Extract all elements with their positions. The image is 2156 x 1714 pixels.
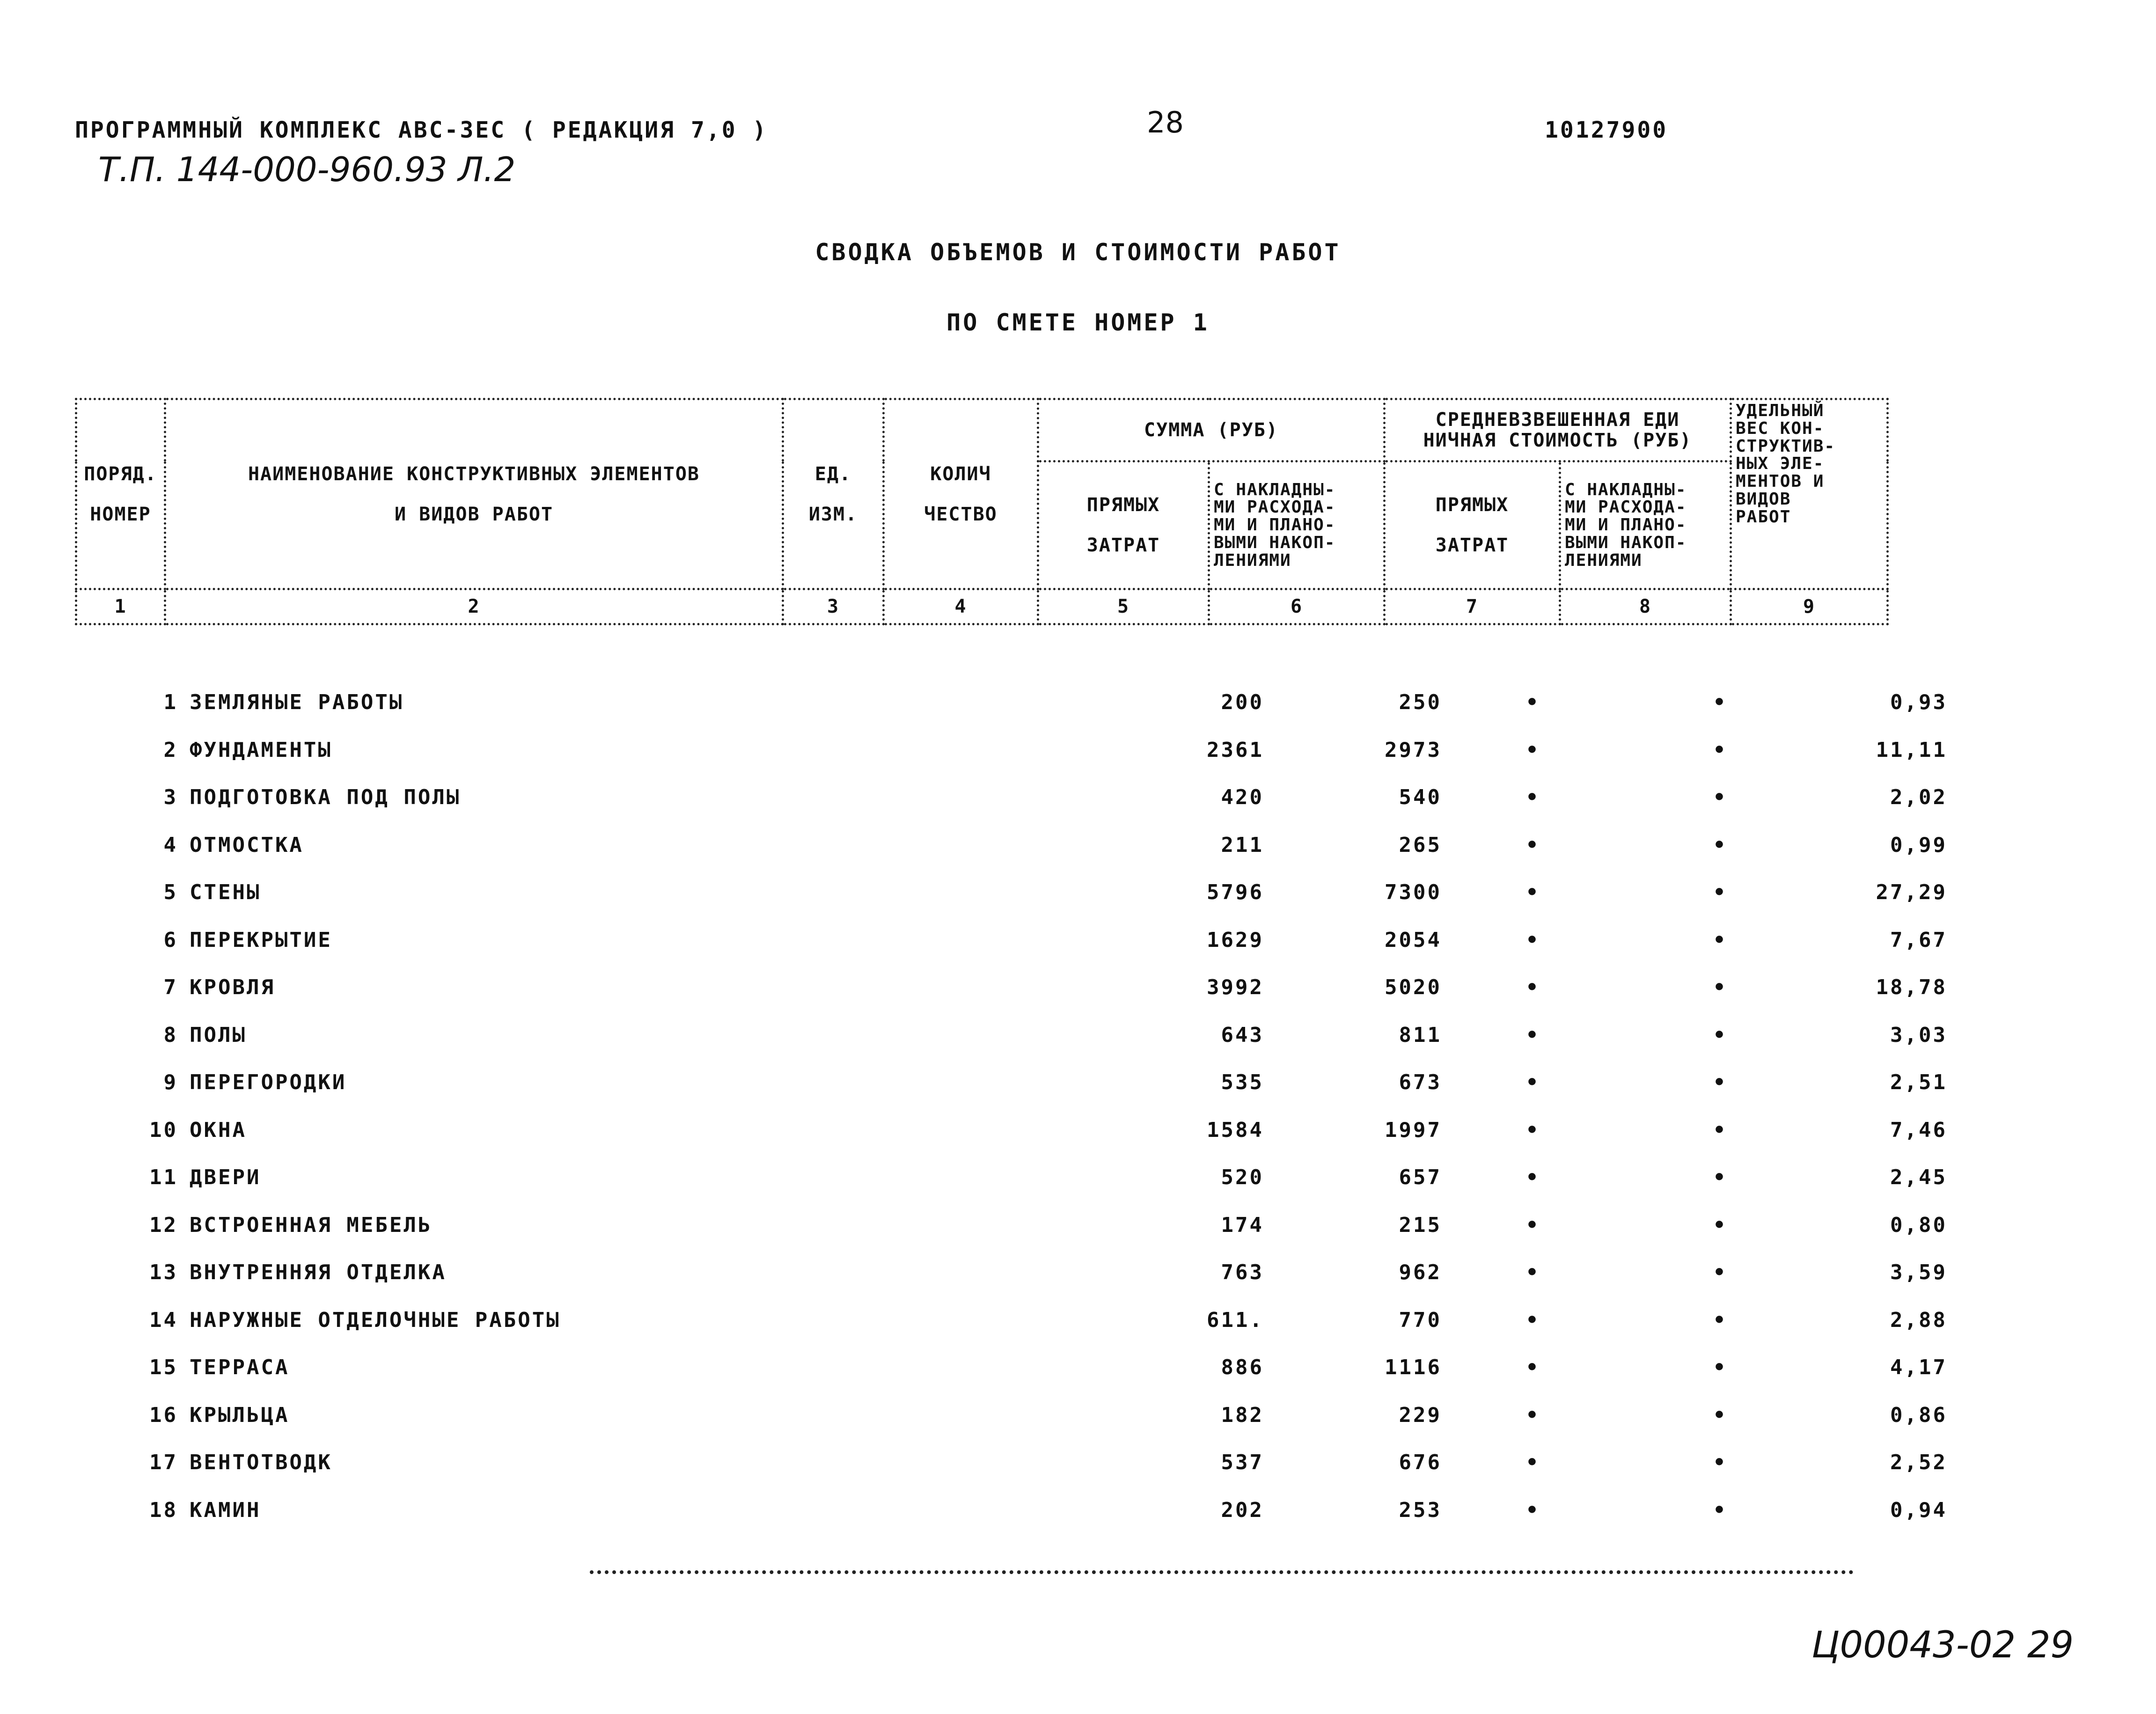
row-avg-direct: •	[1525, 1213, 1540, 1237]
row-avg-direct: •	[1525, 928, 1540, 952]
row-avg-overhead: •	[1713, 1308, 1728, 1332]
row-name: ФУНДАМЕНТЫ	[190, 738, 332, 762]
row-avg-overhead: •	[1713, 1260, 1728, 1284]
row-avg-direct: •	[1525, 1023, 1540, 1047]
table-row	[75, 1441, 1947, 1489]
document-subtitle: ПО СМЕТЕ НОМЕР 1	[946, 309, 1210, 336]
document-title: СВОДКА ОБЪЕМОВ И СТОИМОСТИ РАБОТ	[815, 239, 1341, 266]
row-direct-cost: 537	[1221, 1450, 1264, 1474]
row-overhead-cost: 1116	[1385, 1355, 1442, 1379]
table-row	[75, 681, 1947, 729]
row-avg-overhead: •	[1713, 1403, 1728, 1427]
row-name: НАРУЖНЫЕ ОТДЕЛОЧНЫЕ РАБОТЫ	[190, 1308, 561, 1332]
handwritten-tp-note: Т.П. 144-000-960.93 Л.2	[98, 150, 516, 189]
row-overhead-cost: 253	[1399, 1498, 1442, 1522]
row-name: КРЫЛЬЦА	[190, 1403, 290, 1427]
row-direct-cost: 2361	[1207, 738, 1264, 762]
row-share: 3,59	[1890, 1260, 1947, 1284]
col-number: 7	[1385, 589, 1560, 624]
col-avg-overhead: С НАКЛАДНЫ- МИ РАСХОДА- МИ И ПЛАНО- ВЫМИ НАКОП- ЛЕНИЯМИ	[1560, 461, 1731, 589]
table-row	[75, 1156, 1947, 1204]
row-number: 18	[149, 1498, 178, 1522]
row-avg-overhead: •	[1713, 1498, 1728, 1522]
row-direct-cost: 1584	[1207, 1118, 1264, 1142]
row-share: 3,03	[1890, 1023, 1947, 1047]
row-share: 0,94	[1890, 1498, 1947, 1522]
row-name: ВНУТРЕННЯЯ ОТДЕЛКА	[190, 1260, 447, 1284]
row-direct-cost: 420	[1221, 785, 1264, 809]
row-number: 11	[149, 1165, 178, 1189]
col-number: 3	[783, 589, 884, 624]
row-share: 18,78	[1876, 975, 1947, 999]
row-name: ДВЕРИ	[190, 1165, 261, 1189]
row-share: 0,86	[1890, 1403, 1947, 1427]
row-direct-cost: 174	[1221, 1213, 1264, 1237]
row-avg-overhead: •	[1713, 1023, 1728, 1047]
row-direct-cost: 202	[1221, 1498, 1264, 1522]
row-avg-overhead: •	[1713, 928, 1728, 952]
row-avg-direct: •	[1525, 1165, 1540, 1189]
row-avg-overhead: •	[1713, 1355, 1728, 1379]
row-avg-overhead: •	[1713, 1118, 1728, 1142]
col-number: 5	[1038, 589, 1209, 624]
row-avg-direct: •	[1525, 1070, 1540, 1094]
row-avg-direct: •	[1525, 1260, 1540, 1284]
row-direct-cost: 3992	[1207, 975, 1264, 999]
row-direct-cost: 1629	[1207, 928, 1264, 952]
row-overhead-cost: 657	[1399, 1165, 1442, 1189]
row-avg-direct: •	[1525, 1498, 1540, 1522]
row-direct-cost: 520	[1221, 1165, 1264, 1189]
row-number: 10	[149, 1118, 178, 1142]
row-share: 11,11	[1876, 738, 1947, 762]
document-code: 10127900	[1545, 117, 1668, 143]
row-name: КРОВЛЯ	[190, 975, 275, 999]
row-direct-cost: 200	[1221, 690, 1264, 714]
handwritten-stamp: Ц00043-02 29	[1811, 1624, 2074, 1666]
table-row	[75, 1061, 1947, 1109]
row-direct-cost: 886	[1221, 1355, 1264, 1379]
col-quantity: КОЛИЧ ЧЕСТВО	[884, 399, 1038, 589]
table-row	[75, 1394, 1947, 1442]
row-number: 7	[163, 975, 178, 999]
bottom-rule	[590, 1570, 1854, 1574]
row-name: ТЕРРАСА	[190, 1355, 290, 1379]
row-avg-overhead: •	[1713, 785, 1728, 809]
column-number-row	[76, 589, 1888, 624]
table-row	[75, 776, 1947, 824]
row-share: 7,46	[1890, 1118, 1947, 1142]
row-direct-cost: 211	[1221, 833, 1264, 857]
row-avg-direct: •	[1525, 690, 1540, 714]
row-overhead-cost: 962	[1399, 1260, 1442, 1284]
row-name: ВЕНТОТВОДК	[190, 1450, 332, 1474]
table-row	[75, 1346, 1947, 1394]
row-avg-direct: •	[1525, 738, 1540, 762]
row-overhead-cost: 676	[1399, 1450, 1442, 1474]
row-name: ПЕРЕКРЫТИЕ	[190, 928, 332, 952]
table-row	[75, 1299, 1947, 1347]
row-share: 0,80	[1890, 1213, 1947, 1237]
row-name: ВСТРОЕННАЯ МЕБЕЛЬ	[190, 1213, 433, 1237]
row-avg-direct: •	[1525, 1308, 1540, 1332]
row-number: 16	[149, 1403, 178, 1427]
summary-table-body	[75, 681, 1947, 1536]
row-share: 7,67	[1890, 928, 1947, 952]
row-avg-direct: •	[1525, 1403, 1540, 1427]
row-number: 1	[163, 690, 178, 714]
row-name: ПОДГОТОВКА ПОД ПОЛЫ	[190, 785, 461, 809]
table-row	[75, 1109, 1947, 1157]
row-name: КАМИН	[190, 1498, 261, 1522]
col-number: 9	[1731, 589, 1888, 624]
row-overhead-cost: 770	[1399, 1308, 1442, 1332]
row-avg-overhead: •	[1713, 1450, 1728, 1474]
summary-table-header	[75, 398, 1889, 625]
row-overhead-cost: 673	[1399, 1070, 1442, 1094]
row-direct-cost: 182	[1221, 1403, 1264, 1427]
row-avg-direct: •	[1525, 1355, 1540, 1379]
table-row	[75, 919, 1947, 967]
row-number: 5	[163, 880, 178, 904]
col-name: НАИМЕНОВАНИЕ КОНСТРУКТИВНЫХ ЭЛЕМЕНТОВ И ВИДОВ РАБОТ	[165, 399, 783, 589]
program-header: ПРОГРАММНЫЙ КОМПЛЕКС АВС-3ЕС ( РЕДАКЦИЯ 7,0 )	[75, 117, 768, 143]
row-avg-overhead: •	[1713, 690, 1728, 714]
table-row	[75, 1489, 1947, 1537]
row-number: 2	[163, 738, 178, 762]
col-number: 4	[884, 589, 1038, 624]
row-name: ПЕРЕГОРОДКИ	[190, 1070, 347, 1094]
row-overhead-cost: 5020	[1385, 975, 1442, 999]
row-number: 3	[163, 785, 178, 809]
col-number: 2	[165, 589, 783, 624]
row-share: 2,52	[1890, 1450, 1947, 1474]
group-avg-cost: СРЕДНЕВЗВЕШЕННАЯ ЕДИ НИЧНАЯ СТОИМОСТЬ (РУБ)	[1385, 399, 1731, 461]
row-number: 6	[163, 928, 178, 952]
row-avg-overhead: •	[1713, 975, 1728, 999]
row-avg-overhead: •	[1713, 1165, 1728, 1189]
row-direct-cost: 5796	[1207, 880, 1264, 904]
row-overhead-cost: 811	[1399, 1023, 1442, 1047]
row-direct-cost: 643	[1221, 1023, 1264, 1047]
table-row	[75, 1251, 1947, 1299]
table-row	[75, 1014, 1947, 1062]
row-number: 12	[149, 1213, 178, 1237]
row-share: 2,45	[1890, 1165, 1947, 1189]
row-number: 4	[163, 833, 178, 857]
col-number: 1	[76, 589, 165, 624]
row-overhead-cost: 229	[1399, 1403, 1442, 1427]
row-name: ОКНА	[190, 1118, 247, 1142]
row-overhead-cost: 250	[1399, 690, 1442, 714]
row-name: ЗЕМЛЯНЫЕ РАБОТЫ	[190, 690, 404, 714]
table-row	[75, 729, 1947, 776]
group-sum: СУММА (РУБ)	[1038, 399, 1385, 461]
row-overhead-cost: 215	[1399, 1213, 1442, 1237]
row-number: 9	[163, 1070, 178, 1094]
row-share: 2,02	[1890, 785, 1947, 809]
row-number: 14	[149, 1308, 178, 1332]
row-number: 13	[149, 1260, 178, 1284]
col-sum-direct: ПРЯМЫХ ЗАТРАТ	[1038, 461, 1209, 589]
col-avg-direct: ПРЯМЫХ ЗАТРАТ	[1385, 461, 1560, 589]
row-name: СТЕНЫ	[190, 880, 261, 904]
row-overhead-cost: 540	[1399, 785, 1442, 809]
row-overhead-cost: 2973	[1385, 738, 1442, 762]
row-overhead-cost: 7300	[1385, 880, 1442, 904]
col-order-number: ПОРЯД. НОМЕР	[76, 399, 165, 589]
table-row	[75, 966, 1947, 1014]
row-number: 17	[149, 1450, 178, 1474]
col-sum-overhead: С НАКЛАДНЫ- МИ РАСХОДА- МИ И ПЛАНО- ВЫМИ НАКОП- ЛЕНИЯМИ	[1209, 461, 1385, 589]
row-avg-overhead: •	[1713, 1213, 1728, 1237]
row-share: 0,99	[1890, 833, 1947, 857]
row-avg-direct: •	[1525, 975, 1540, 999]
row-share: 4,17	[1890, 1355, 1947, 1379]
row-avg-overhead: •	[1713, 880, 1728, 904]
row-avg-direct: •	[1525, 785, 1540, 809]
table-row	[75, 1204, 1947, 1252]
row-overhead-cost: 1997	[1385, 1118, 1442, 1142]
row-share: 0,93	[1890, 690, 1947, 714]
col-number: 6	[1209, 589, 1385, 624]
row-direct-cost: 763	[1221, 1260, 1264, 1284]
row-overhead-cost: 265	[1399, 833, 1442, 857]
row-avg-overhead: •	[1713, 1070, 1728, 1094]
table-row	[75, 824, 1947, 872]
col-share: УДЕЛЬНЫЙ ВЕС КОН- СТРУКТИВ- НЫХ ЭЛЕ- МЕНТОВ И ВИДОВ РАБОТ	[1731, 399, 1888, 589]
row-share: 2,51	[1890, 1070, 1947, 1094]
row-name: ОТМОСТКА	[190, 833, 304, 857]
row-avg-overhead: •	[1713, 738, 1728, 762]
row-overhead-cost: 2054	[1385, 928, 1442, 952]
row-avg-direct: •	[1525, 1118, 1540, 1142]
row-avg-direct: •	[1525, 1450, 1540, 1474]
row-direct-cost: 611.	[1207, 1308, 1264, 1332]
row-avg-direct: •	[1525, 880, 1540, 904]
page-number: 28	[1147, 105, 1184, 139]
row-share: 2,88	[1890, 1308, 1947, 1332]
row-share: 27,29	[1876, 880, 1947, 904]
row-direct-cost: 535	[1221, 1070, 1264, 1094]
row-avg-overhead: •	[1713, 833, 1728, 857]
col-unit: ЕД. ИЗМ.	[783, 399, 884, 589]
col-number: 8	[1560, 589, 1731, 624]
row-number: 15	[149, 1355, 178, 1379]
row-name: ПОЛЫ	[190, 1023, 247, 1047]
row-avg-direct: •	[1525, 833, 1540, 857]
table-row	[75, 871, 1947, 919]
row-number: 8	[163, 1023, 178, 1047]
